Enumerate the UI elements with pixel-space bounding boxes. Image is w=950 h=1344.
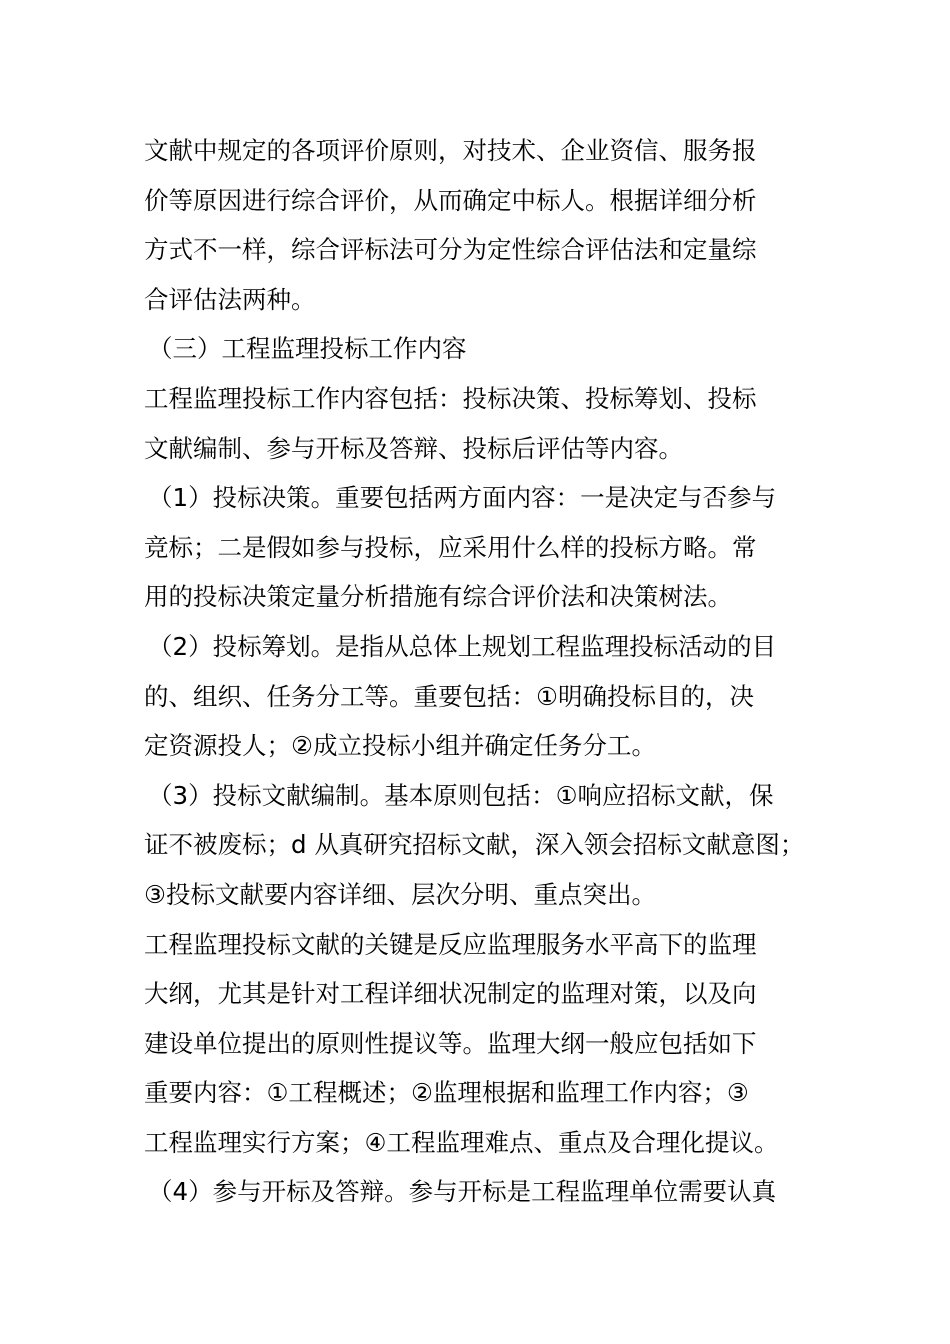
text-line: 用的投标决策定量分析措施有综合评价法和决策树法。 [144,582,732,612]
text-line: 文献编制、参与开标及答辩、投标后评估等内容。 [144,433,683,463]
section-heading: （三）工程监理投标工作内容 [148,334,467,364]
text-line: （2）投标筹划。是指从总体上规划工程监理投标活动的目 [148,631,777,661]
text-line: 工程监理实行方案；④工程监理难点、重点及合理化提议。 [144,1127,779,1157]
text-line: 的、组织、任务分工等。重要包括：①明确投标目的，决 [144,681,754,711]
text-line: 证不被废标；d 从真研究招标文献，深入领会招标文献意图； [144,830,805,860]
text-line: （3）投标文献编制。基本原则包括：①响应招标文献，保 [148,780,774,810]
text-line: 竞标；二是假如参与投标，应采用什么样的投标方略。常 [144,532,757,562]
text-line: 大纲，尤其是针对工程详细状况制定的监理对策，以及向 [144,979,757,1009]
text-line: 文献中规定的各项评价原则，对技术、企业资信、服务报 [144,136,757,165]
text-line: 工程监理投标文献的关键是反应监理服务水平高下的监理 [144,929,757,959]
text-line: 方式不一样，综合评标法可分为定性综合评估法和定量综 [144,235,757,265]
text-line: 定资源投人；②成立投标小组并确定任务分工。 [144,731,656,761]
text-line: 合评估法两种。 [144,284,316,314]
text-line: （1）投标决策。重要包括两方面内容：一是决定与否参与 [148,483,777,513]
text-line: ③投标文献要内容详细、层次分明、重点突出。 [144,879,656,909]
body-text [144,126,824,1217]
text-line: 建设单位提出的原则性提议等。监理大纲一般应包括如下 [144,1028,757,1058]
text-line: 价等原因进行综合评价，从而确定中标人。根据详细分析 [144,185,757,215]
text-line: 工程监理投标工作内容包括：投标决策、投标筹划、投标 [144,383,757,413]
text-line: （4）参与开标及答辩。参与开标是工程监理单位需要认真 [148,1177,777,1207]
text-line: 重要内容：①工程概述；②监理根据和监理工作内容；③ [144,1078,749,1108]
